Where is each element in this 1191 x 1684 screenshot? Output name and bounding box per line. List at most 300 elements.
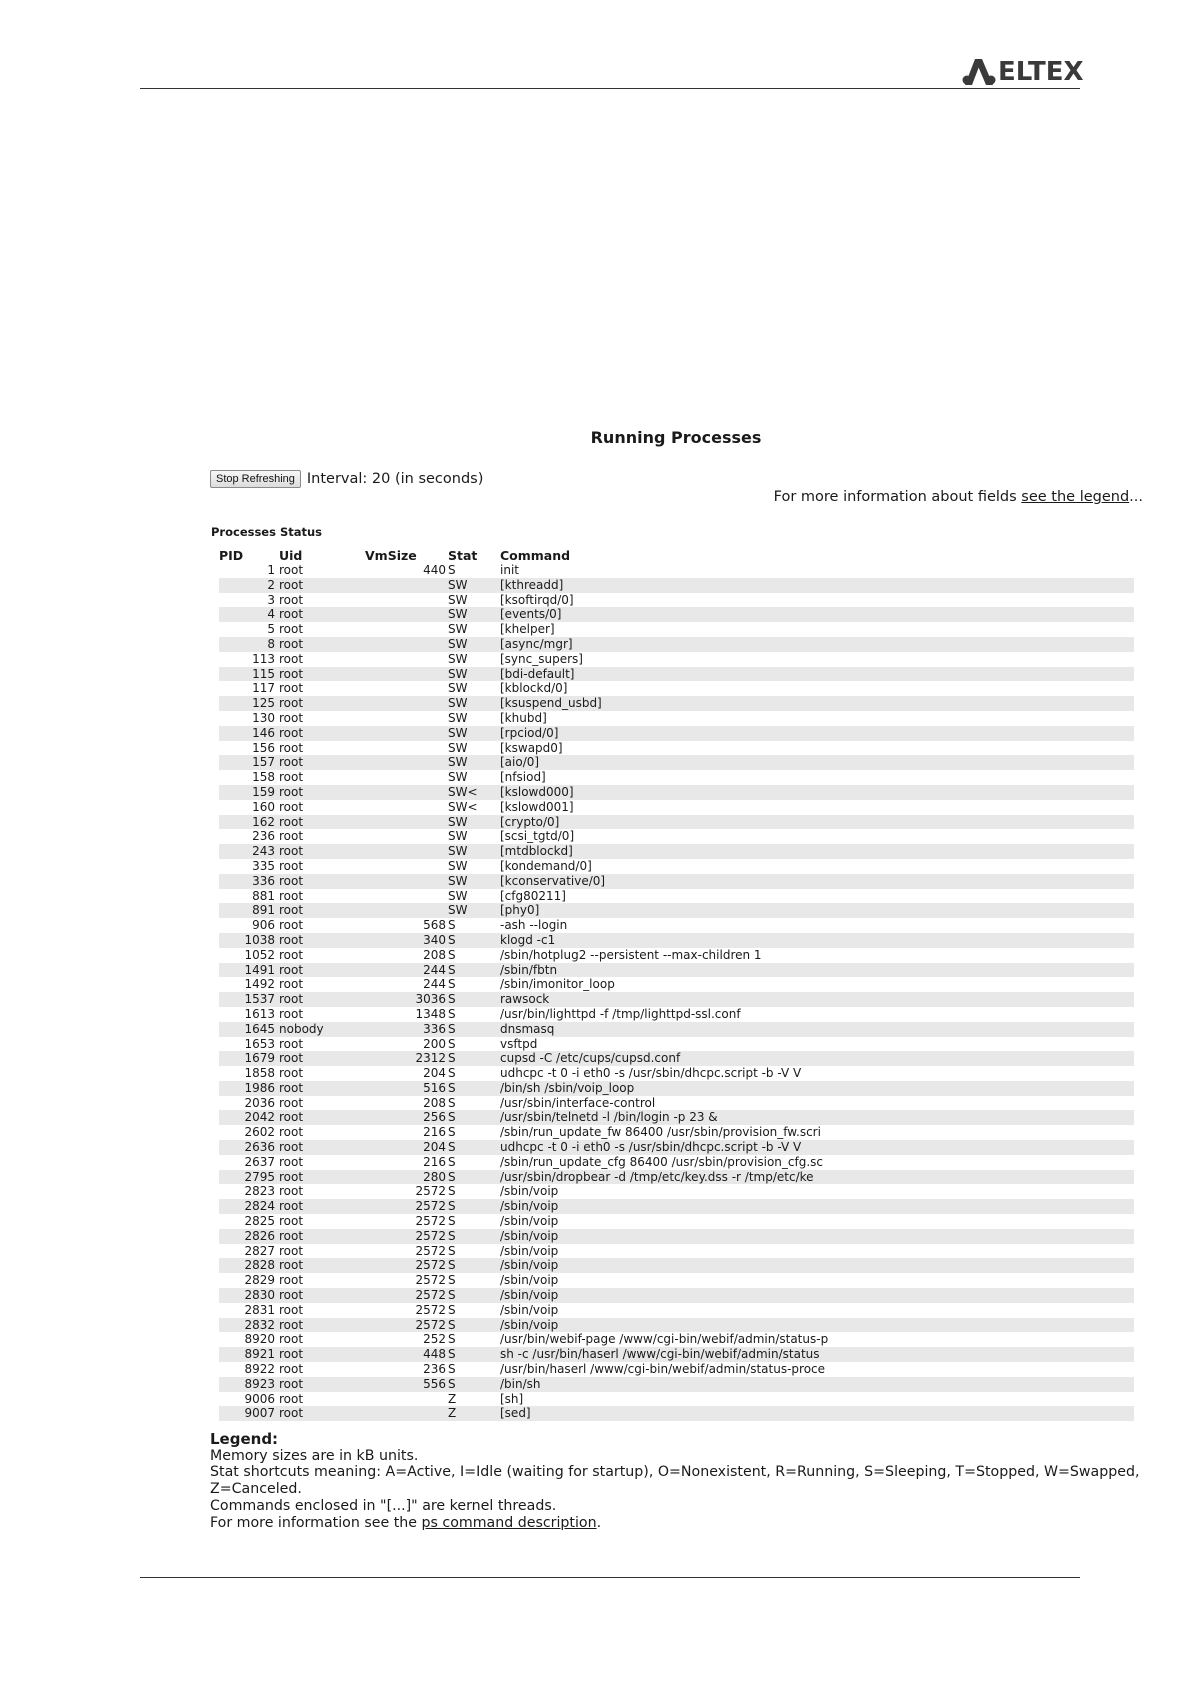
cell-vmsize: 256: [349, 1110, 446, 1125]
cell-stat: S: [446, 1288, 500, 1303]
cell-uid: root: [279, 1273, 304, 1288]
cell-vmsize: 2572: [415, 1273, 446, 1288]
table-row: [219, 1244, 1134, 1259]
cell-vmsize: [349, 785, 446, 800]
cell-pid: 2824: [219, 1199, 275, 1214]
cell-stat: S: [446, 1318, 500, 1333]
cell-uid: root: [279, 770, 304, 785]
cell-pid: 2827: [244, 1243, 275, 1258]
table-row: [219, 1347, 1134, 1362]
cell-command: [nfsiod]: [500, 770, 546, 785]
table-row: [219, 711, 1134, 726]
table-row: [219, 844, 1134, 859]
cell-vmsize: 252: [423, 1332, 446, 1347]
cell-stat: SW<: [446, 785, 500, 800]
table-row: [219, 1377, 1134, 1392]
cell-vmsize: 208: [423, 947, 446, 962]
legend-info-prefix: For more information about fields: [773, 489, 1022, 505]
cell-stat: SW: [448, 710, 468, 725]
cell-stat: S: [446, 1199, 500, 1214]
cell-stat: S: [446, 1110, 500, 1125]
table-row: [219, 1140, 1134, 1155]
footer-rule: [140, 1577, 1080, 1578]
table-row: [219, 578, 1134, 593]
table-row: [219, 1051, 1134, 1066]
cell-vmsize: 336: [349, 1022, 446, 1037]
cell-pid: 2637: [244, 1154, 275, 1169]
cell-uid: root: [279, 829, 304, 844]
legend-kernel-note: Commands enclosed in "[...]" are kernel threads.: [210, 1497, 557, 1514]
cell-vmsize: 516: [349, 1081, 446, 1096]
cell-command: /sbin/voip: [500, 1318, 1134, 1333]
cell-vmsize: 280: [349, 1170, 446, 1185]
cell-uid: root: [275, 667, 349, 682]
cell-pid: 2831: [244, 1302, 275, 1317]
cell-uid: root: [279, 1125, 304, 1140]
cell-uid: root: [275, 1406, 349, 1421]
cell-stat: S: [446, 1347, 500, 1362]
cell-command: [kslowd000]: [500, 785, 1134, 800]
cell-stat: SW: [446, 696, 500, 711]
cell-pid: 5: [267, 622, 275, 637]
cell-uid: root: [275, 903, 349, 918]
header-uid: Uid: [279, 547, 303, 563]
cell-vmsize: 2572: [415, 1243, 446, 1258]
cell-stat: S: [448, 1184, 456, 1199]
header-stat: Stat: [448, 547, 478, 563]
cell-vmsize: [349, 652, 446, 667]
legend-memory-note: Memory sizes are in kB units.: [210, 1447, 419, 1464]
cell-stat: S: [448, 977, 456, 992]
cell-stat: SW: [446, 607, 500, 622]
cell-uid: root: [275, 726, 349, 741]
cell-pid: 1986: [219, 1081, 275, 1096]
cell-stat: S: [448, 1095, 456, 1110]
cell-vmsize: 2312: [349, 1051, 446, 1066]
cell-uid: nobody: [275, 1022, 349, 1037]
cell-command: [ksoftirqd/0]: [500, 592, 574, 607]
cell-pid: 1052: [244, 947, 275, 962]
cell-uid: root: [279, 1362, 304, 1377]
cell-pid: 2795: [219, 1170, 275, 1185]
cell-stat: S: [446, 963, 500, 978]
cell-command: /usr/bin/webif-page /www/cgi-bin/webif/admin/status-p: [500, 1332, 829, 1347]
cell-pid: 8922: [244, 1362, 275, 1377]
table-row: [219, 593, 1134, 608]
table-row: [219, 1037, 1134, 1052]
processes-table-body: [219, 563, 1134, 1421]
table-row: [219, 948, 1134, 963]
cell-pid: 125: [219, 696, 275, 711]
cell-pid: 115: [219, 667, 275, 682]
cell-uid: root: [279, 1243, 304, 1258]
cell-stat: SW: [446, 874, 500, 889]
cell-uid: root: [279, 1302, 304, 1317]
table-row: [219, 963, 1134, 978]
cell-command: [crypto/0]: [500, 815, 1134, 830]
cell-pid: 4: [219, 607, 275, 622]
cell-vmsize: [349, 1392, 446, 1407]
cell-vmsize: [349, 874, 446, 889]
logo-text: ELTEX: [998, 57, 1084, 87]
cell-command: /sbin/voip: [500, 1288, 1134, 1303]
cell-uid: root: [275, 578, 349, 593]
cell-uid: root: [279, 1154, 304, 1169]
cell-vmsize: 440: [423, 563, 446, 577]
see-legend-link[interactable]: see the legend: [1021, 489, 1130, 505]
cell-command: [sh]: [500, 1391, 524, 1406]
cell-vmsize: 2572: [349, 1258, 446, 1273]
cell-command: [phy0]: [500, 903, 1134, 918]
cell-vmsize: [349, 800, 446, 815]
table-row: [219, 1155, 1134, 1170]
cell-uid: root: [279, 918, 304, 933]
cell-uid: root: [275, 755, 349, 770]
cell-vmsize: [349, 889, 446, 904]
cell-uid: root: [275, 1110, 349, 1125]
cell-command: /usr/sbin/dropbear -d /tmp/etc/key.dss -r /tmp/etc/ke: [500, 1170, 1134, 1185]
cell-pid: 8920: [244, 1332, 275, 1347]
cell-stat: SW: [446, 844, 500, 859]
cell-stat: S: [446, 1051, 500, 1066]
cell-stat: S: [448, 918, 456, 933]
cell-vmsize: 244: [423, 977, 446, 992]
header-rule: [140, 88, 1080, 89]
legend-more-info: [210, 1515, 1140, 1532]
table-header-row: [219, 547, 1134, 563]
cell-pid: 158: [252, 770, 275, 785]
table-row: [219, 859, 1134, 874]
table-row: [219, 785, 1134, 800]
cell-uid: root: [279, 1036, 304, 1051]
cell-uid: root: [275, 1347, 349, 1362]
table-row: [219, 1303, 1134, 1318]
cell-pid: 113: [252, 651, 275, 666]
cell-uid: root: [279, 947, 304, 962]
table-row: [219, 1081, 1134, 1096]
cell-pid: 1645: [219, 1022, 275, 1037]
cell-pid: 336: [219, 874, 275, 889]
cell-command: -ash --login: [500, 918, 568, 933]
cell-pid: 1492: [244, 977, 275, 992]
cell-stat: SW: [448, 651, 468, 666]
cell-pid: 1679: [219, 1051, 275, 1066]
cell-uid: root: [275, 1258, 349, 1273]
cell-vmsize: [349, 770, 446, 785]
cell-command: /sbin/voip: [500, 1243, 559, 1258]
cell-uid: root: [279, 1184, 304, 1199]
cell-command: [async/mgr]: [500, 637, 1134, 652]
cell-command: cupsd -C /etc/cups/cupsd.conf: [500, 1051, 1134, 1066]
cell-pid: 159: [219, 785, 275, 800]
table-row: [219, 933, 1134, 948]
cell-stat: SW: [446, 637, 500, 652]
table-row: [219, 903, 1134, 918]
table-row: [219, 1214, 1134, 1229]
legend-stat-note: Stat shortcuts meaning: A=Active, I=Idle (waiting for startup), O=Nonexistent, R=Running, S=Sleeping, T=Stopped, W=Swapped, Z=Canceled.: [210, 1464, 1140, 1498]
cell-command: klogd -c1: [500, 933, 1134, 948]
cell-vmsize: [349, 637, 446, 652]
cell-vmsize: 448: [349, 1347, 446, 1362]
cell-command: [mtdblockd]: [500, 844, 1134, 859]
cell-stat: S: [446, 1229, 500, 1244]
cell-vmsize: [349, 681, 446, 696]
cell-uid: root: [275, 637, 349, 652]
cell-command: [khelper]: [500, 622, 555, 637]
legend-title: Legend:: [210, 1430, 279, 1448]
ps-command-link[interactable]: ps command description: [421, 1514, 597, 1531]
cell-uid: root: [275, 1140, 349, 1155]
cell-command: dnsmasq: [500, 1022, 1134, 1037]
cell-uid: root: [279, 977, 304, 992]
cell-stat: S: [448, 947, 456, 962]
cell-stat: SW<: [448, 799, 478, 814]
cell-pid: 906: [252, 918, 275, 933]
table-row: [219, 1288, 1134, 1303]
cell-stat: S: [446, 1022, 500, 1037]
cell-vmsize: 2572: [415, 1184, 446, 1199]
cell-vmsize: [349, 755, 446, 770]
cell-vmsize: 236: [423, 1362, 446, 1377]
cell-uid: root: [279, 1332, 304, 1347]
cell-vmsize: 2572: [415, 1302, 446, 1317]
table-row: [219, 622, 1134, 637]
cell-command: [kthreadd]: [500, 578, 1134, 593]
cell-pid: 160: [252, 799, 275, 814]
cell-pid: 3: [267, 592, 275, 607]
cell-vmsize: [349, 815, 446, 830]
cell-pid: 2826: [219, 1229, 275, 1244]
cell-vmsize: 204: [423, 1066, 446, 1081]
table-row: [219, 563, 1134, 578]
cell-vmsize: [349, 741, 446, 756]
table-row: [219, 770, 1134, 785]
table-row: [219, 1170, 1134, 1185]
cell-uid: root: [279, 799, 304, 814]
cell-stat: Z: [446, 1406, 500, 1421]
table-row: [219, 815, 1134, 830]
cell-uid: root: [279, 1066, 304, 1081]
cell-command: /bin/sh /sbin/voip_loop: [500, 1081, 1134, 1096]
legend: [210, 1431, 1140, 1531]
cell-command: [bdi-default]: [500, 667, 1134, 682]
cell-pid: 2: [219, 578, 275, 593]
cell-uid: root: [279, 710, 304, 725]
interval-text: Interval: 20 (in seconds): [306, 471, 484, 487]
cell-pid: 8923: [219, 1377, 275, 1392]
cell-uid: root: [275, 1377, 349, 1392]
cell-uid: root: [275, 844, 349, 859]
table-row: [219, 1096, 1134, 1111]
cell-pid: 2832: [219, 1318, 275, 1333]
cell-pid: 2036: [244, 1095, 275, 1110]
cell-stat: S: [448, 1006, 456, 1021]
cell-vmsize: [349, 593, 446, 608]
table-row: [219, 1406, 1134, 1421]
cell-pid: 1858: [244, 1066, 275, 1081]
cell-command: [rpciod/0]: [500, 726, 1134, 741]
cell-uid: root: [279, 1095, 304, 1110]
cell-stat: S: [446, 1258, 500, 1273]
cell-uid: root: [279, 563, 304, 577]
cell-command: [kswapd0]: [500, 740, 563, 755]
cell-uid: root: [279, 1006, 304, 1021]
cell-command: [aio/0]: [500, 755, 1134, 770]
cell-pid: 891: [219, 903, 275, 918]
cell-command: /sbin/voip: [500, 1273, 559, 1288]
cell-uid: root: [275, 696, 349, 711]
cell-command: /sbin/voip: [500, 1199, 1134, 1214]
processes-table: [219, 547, 1134, 1421]
cell-pid: 2042: [219, 1110, 275, 1125]
cell-vmsize: 244: [349, 963, 446, 978]
cell-stat: SW: [446, 667, 500, 682]
cell-pid: 156: [252, 740, 275, 755]
cell-pid: 9006: [244, 1391, 275, 1406]
cell-command: /sbin/fbtn: [500, 963, 1134, 978]
cell-stat: SW: [448, 592, 468, 607]
table-row: [219, 992, 1134, 1007]
refresh-controls: [210, 470, 483, 488]
cell-vmsize: [349, 578, 446, 593]
cell-command: [kblockd/0]: [500, 681, 568, 696]
cell-pid: 236: [252, 829, 275, 844]
cell-command: [khubd]: [500, 710, 547, 725]
table-row: [219, 829, 1134, 844]
cell-vmsize: 2572: [349, 1199, 446, 1214]
cell-command: /usr/bin/lighttpd -f /tmp/lighttpd-ssl.conf: [500, 1006, 741, 1021]
table-row: [219, 1273, 1134, 1288]
cell-stat: SW: [448, 740, 468, 755]
cell-pid: 1613: [244, 1006, 275, 1021]
table-row: [219, 874, 1134, 889]
cell-vmsize: 200: [423, 1036, 446, 1051]
cell-stat: S: [448, 1273, 456, 1288]
cell-pid: 1038: [219, 933, 275, 948]
cell-pid: 1: [267, 563, 275, 577]
cell-uid: root: [279, 740, 304, 755]
cell-uid: root: [275, 815, 349, 830]
cell-uid: root: [279, 1214, 304, 1229]
cell-command: /sbin/imonitor_loop: [500, 977, 615, 992]
table-row: [219, 800, 1134, 815]
header-command: Command: [500, 547, 571, 563]
cell-vmsize: 2572: [349, 1288, 446, 1303]
cell-stat: SW: [446, 903, 500, 918]
cell-uid: root: [279, 1391, 304, 1406]
cell-command: rawsock: [500, 992, 1134, 1007]
table-row: [219, 1022, 1134, 1037]
cell-stat: SW: [448, 622, 468, 637]
table-row: [219, 741, 1134, 756]
legend-more-suffix: .: [596, 1514, 602, 1531]
table-row: [219, 977, 1134, 992]
cell-uid: root: [275, 785, 349, 800]
cell-pid: 2828: [219, 1258, 275, 1273]
cell-stat: S: [448, 1036, 456, 1051]
cell-command: /sbin/voip: [500, 1184, 559, 1199]
cell-uid: root: [275, 1199, 349, 1214]
cell-pid: 1537: [219, 992, 275, 1007]
cell-command: [scsi_tgtd/0]: [500, 829, 575, 844]
cell-command: /sbin/voip: [500, 1214, 559, 1229]
legend-more-prefix: For more information see the: [210, 1514, 422, 1531]
eltex-logo-icon: [962, 58, 996, 86]
table-row: [219, 1199, 1134, 1214]
cell-pid: 162: [219, 815, 275, 830]
cell-stat: SW: [446, 815, 500, 830]
table-row: [219, 726, 1134, 741]
stop-refreshing-button[interactable]: Stop Refreshing: [210, 470, 301, 488]
cell-uid: root: [275, 874, 349, 889]
cell-vmsize: 2572: [349, 1318, 446, 1333]
cell-pid: 2636: [219, 1140, 275, 1155]
table-row: [219, 1318, 1134, 1333]
table-row: [219, 1125, 1134, 1140]
table-row: [219, 696, 1134, 711]
cell-vmsize: 2572: [415, 1214, 446, 1229]
cell-uid: root: [279, 888, 304, 903]
cell-uid: root: [275, 1229, 349, 1244]
table-row: [219, 1229, 1134, 1244]
cell-stat: S: [448, 1302, 456, 1317]
cell-stat: S: [448, 1154, 456, 1169]
cell-pid: 2823: [244, 1184, 275, 1199]
cell-stat: SW: [448, 681, 468, 696]
legend-info: [774, 489, 1143, 505]
cell-uid: root: [275, 1318, 349, 1333]
cell-command: init: [500, 563, 519, 577]
cell-vmsize: [349, 726, 446, 741]
table-row: [219, 1007, 1134, 1022]
cell-stat: SW: [448, 888, 468, 903]
cell-command: [sync_supers]: [500, 651, 583, 666]
cell-pid: 146: [219, 726, 275, 741]
cell-pid: 1653: [244, 1036, 275, 1051]
cell-command: /bin/sh: [500, 1377, 1134, 1392]
cell-stat: S: [446, 1170, 500, 1185]
table-row: [219, 1110, 1134, 1125]
cell-pid: 8921: [219, 1347, 275, 1362]
cell-vmsize: 2572: [349, 1229, 446, 1244]
legend-info-suffix: ...: [1129, 489, 1143, 505]
cell-vmsize: 1348: [415, 1006, 446, 1021]
cell-command: [kslowd001]: [500, 799, 574, 814]
cell-stat: SW: [446, 726, 500, 741]
cell-vmsize: [349, 859, 446, 874]
cell-uid: root: [279, 592, 304, 607]
cell-command: udhcpc -t 0 -i eth0 -s /usr/sbin/dhcpc.script -b -V V: [500, 1066, 802, 1081]
cell-command: /usr/sbin/interface-control: [500, 1095, 656, 1110]
cell-vmsize: [349, 667, 446, 682]
cell-uid: root: [275, 1081, 349, 1096]
cell-pid: 2602: [244, 1125, 275, 1140]
cell-vmsize: [349, 696, 446, 711]
table-row: [219, 1258, 1134, 1273]
cell-uid: root: [279, 681, 304, 696]
table-row: [219, 681, 1134, 696]
cell-vmsize: 208: [423, 1095, 446, 1110]
table-row: [219, 918, 1134, 933]
table-row: [219, 667, 1134, 682]
cell-pid: 243: [219, 844, 275, 859]
cell-stat: S: [446, 992, 500, 1007]
cell-stat: S: [446, 1140, 500, 1155]
cell-vmsize: 3036: [349, 992, 446, 1007]
cell-command: [ksuspend_usbd]: [500, 696, 1134, 711]
cell-pid: 130: [252, 710, 275, 725]
table-row: [219, 1332, 1134, 1347]
